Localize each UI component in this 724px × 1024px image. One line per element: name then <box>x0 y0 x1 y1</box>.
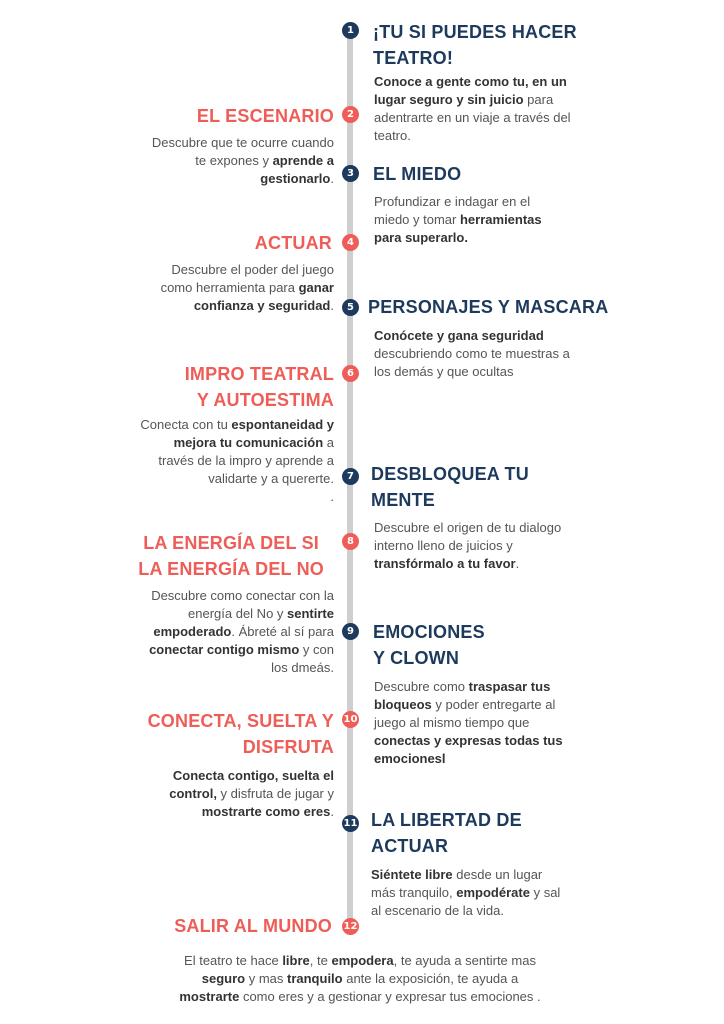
step-number-5: 5 <box>342 299 359 316</box>
closing-paragraph: El teatro te hace libre, te empodera, te ayuda a sentirte mas seguro y mas tranquilo ante la exposición, te ayuda a mostrarte como eres y a gestionar y expresar tus emociones . <box>179 953 541 1004</box>
step-desc-9: Descubre como traspasar tus bloqueos y poder entregarte al juego al mismo tiempo que conectas y expresas todas tus emocionesl <box>374 679 563 766</box>
step-number-10: 10 <box>342 711 359 728</box>
step-title-3: EL MIEDO <box>373 164 462 184</box>
step-desc-5: Conócete y gana seguridad descubriendo como te muestras a los demás y que ocultas <box>374 328 570 379</box>
step-number-1: 1 <box>342 22 359 39</box>
step-title-11: LA LIBERTAD DE ACTUAR <box>371 810 522 856</box>
step-number-6: 6 <box>342 365 359 382</box>
step-title-7: DESBLOQUEA TU MENTE <box>371 464 529 510</box>
step-number-4: 4 <box>342 234 359 251</box>
step-desc-6: Conecta con tu espontaneidad y mejora tu comunicación a través de la impro y aprende a validarte y a quererte. . <box>140 417 334 504</box>
step-title-1: ¡TU SI PUEDES HACER TEATRO! <box>373 22 577 68</box>
step-title-4: ACTUAR <box>254 233 332 253</box>
step-title-12: SALIR AL MUNDO <box>174 916 332 936</box>
step-title-6: IMPRO TEATRAL Y AUTOESTIMA <box>184 364 334 410</box>
step-number-12: 12 <box>342 918 359 935</box>
step-number-3: 3 <box>342 165 359 182</box>
step-number-8: 8 <box>342 533 359 550</box>
step-number-7: 7 <box>342 468 359 485</box>
step-desc-10: Conecta contigo, suelta el control, y disfruta de jugar y mostrarte como eres. <box>169 768 334 819</box>
step-title-8: LA ENERGÍA DEL SI LA ENERGÍA DEL NO <box>138 533 324 579</box>
step-title-2: EL ESCENARIO <box>196 106 334 126</box>
step-title-5: PERSONAJES Y MASCARA <box>368 297 609 317</box>
step-desc-8: Descubre como conectar con la energía del No y sentirte empoderado. Ábreté al sí para conectar contigo mismo y con los dmeás. <box>149 588 334 675</box>
step-number-9: 9 <box>342 623 359 640</box>
step-desc-11: Siéntete libre desde un lugar más tranquilo, empodérate y sal al escenario de la vida. <box>371 867 561 918</box>
step-desc-2: Descubre que te ocurre cuando te expones y aprende a gestionarlo. <box>151 135 334 186</box>
step-title-9: EMOCIONES Y CLOWN <box>373 622 485 668</box>
step-number-11: 11 <box>342 815 359 832</box>
step-desc-3: Profundizar e indagar en el miedo y tomar herramientas para superarlo. <box>374 194 542 245</box>
step-desc-7: Descubre el origen de tu dialogo interno lleno de juicios y transfórmalo a tu favor. <box>374 520 562 571</box>
step-title-10: CONECTA, SUELTA Y DISFRUTA <box>147 711 334 757</box>
step-number-2: 2 <box>342 106 359 123</box>
step-desc-4: Descubre el poder del juego como herramienta para ganar confianza y seguridad. <box>160 262 334 313</box>
step-desc-1: Conoce a gente como tu, en un lugar seguro y sin juicio para adentrarte en un viaje a través del teatro. <box>374 74 571 143</box>
